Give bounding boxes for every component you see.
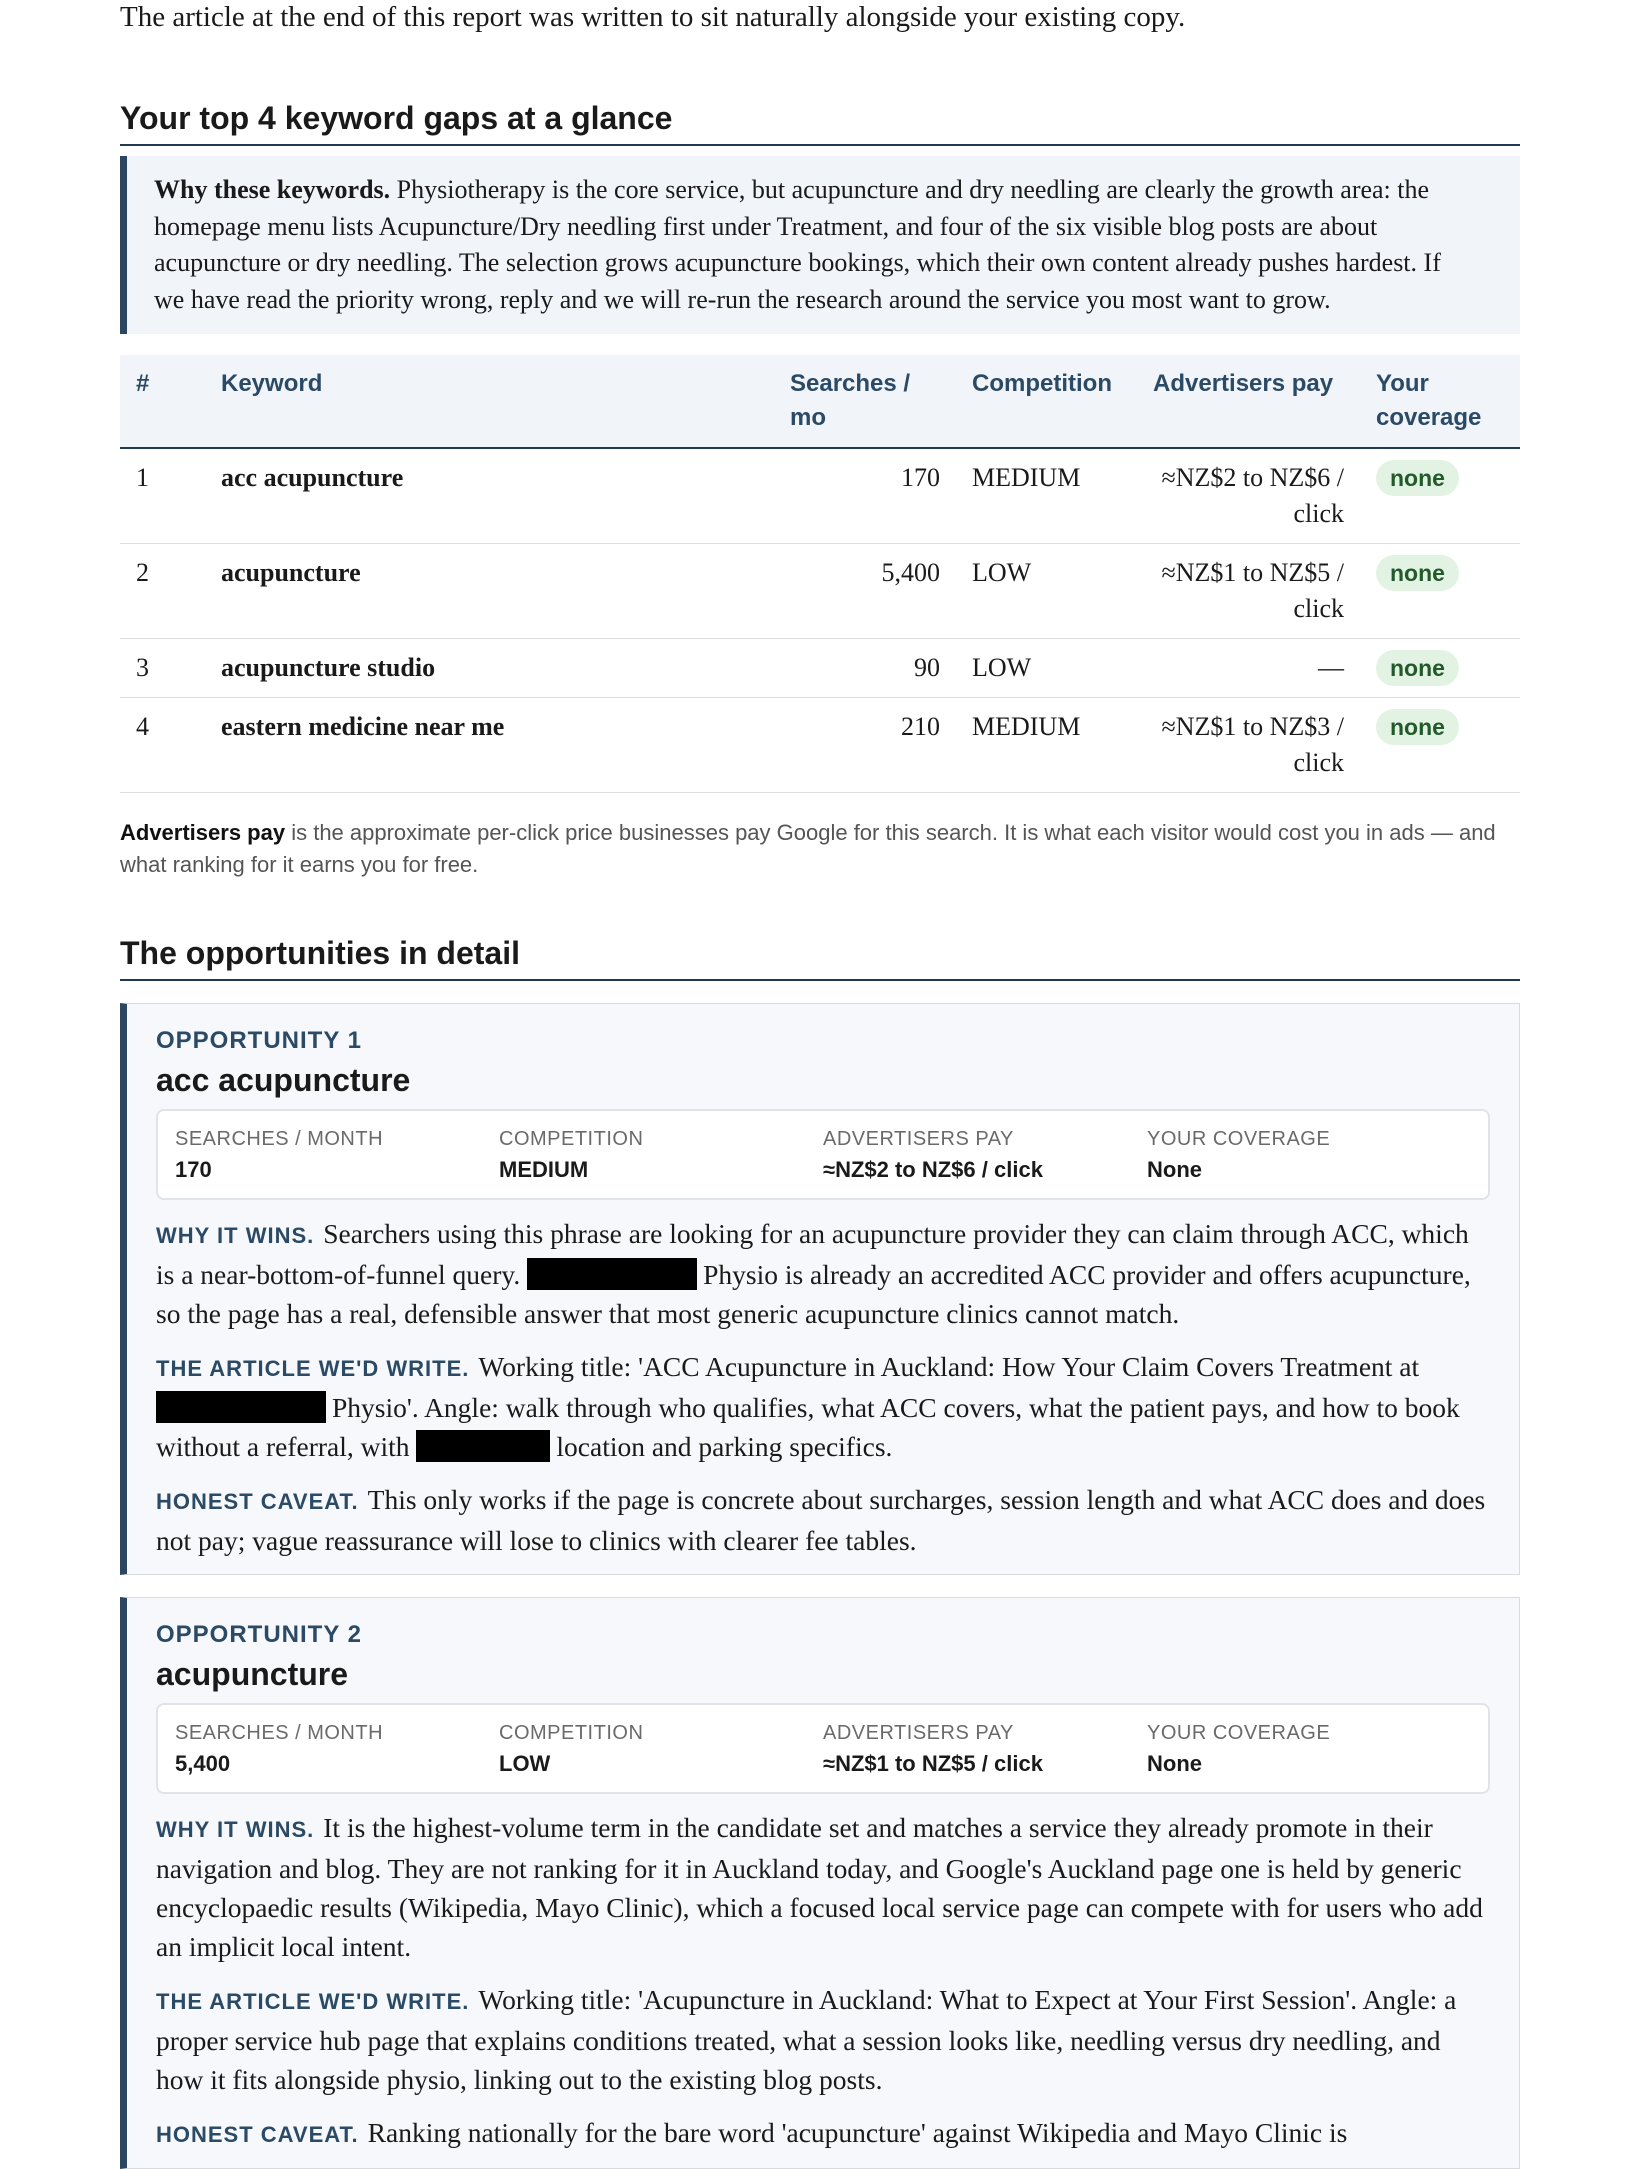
caveat-text: Ranking nationally for the bare word 'acupuncture' against Wikipedia and Mayo Clinic is [367,2117,1348,2148]
stat-competition [499,1124,823,1186]
opportunities-heading: The opportunities in detail [120,933,1520,981]
col-header-competition: Competition [956,355,1137,448]
stat-label: YOUR COVERAGE [1147,1128,1331,1150]
row-searches: 5,400 [774,544,956,639]
stat-value: None [1147,1751,1202,1776]
stat-value: None [1147,1157,1202,1182]
keyword-gaps-table [120,355,1520,793]
stat-advertisers-pay [823,1124,1147,1186]
opportunity-card [120,1597,1520,2169]
table-row [120,544,1520,639]
stat-label: YOUR COVERAGE [1147,1722,1331,1744]
opportunity-title: acc acupuncture [156,1062,411,1098]
row-searches: 90 [774,639,956,698]
coverage-badge: none [1376,709,1459,745]
stat-value: 5,400 [175,1751,231,1776]
report-page [120,0,1520,2169]
caveat-text: This only works if the page is concrete about surcharges, session length and what ACC does and does not pay; vague reassurance will lose to clinics with clearer fee tables. [156,1484,1486,1556]
keyword-gaps-heading: Your top 4 keyword gaps at a glance [120,98,1520,146]
stat-coverage [1147,1124,1471,1186]
row-keyword: eastern medicine near me [205,698,774,793]
row-competition: MEDIUM [956,698,1137,793]
opportunity-card [120,1003,1520,1575]
advertisers-pay-footnote [120,817,1520,881]
row-advertisers-pay: — [1137,639,1360,698]
stat-label: COMPETITION [499,1722,644,1744]
stat-label: ADVERTISERS PAY [823,1128,1014,1150]
row-coverage [1360,448,1520,544]
row-competition: LOW [956,639,1137,698]
stat-value: ≈NZ$2 to NZ$6 / click [823,1157,1043,1182]
stat-label: ADVERTISERS PAY [823,1722,1014,1744]
opportunity-title: acupuncture [156,1656,349,1692]
opportunity-stats [156,1109,1490,1200]
row-advertisers-pay: ≈NZ$2 to NZ$6 / click [1137,448,1360,544]
section-label: WHY IT WINS. [156,1817,315,1842]
row-keyword: acc acupuncture [205,448,774,544]
opportunity-stats [156,1703,1490,1794]
row-coverage [1360,544,1520,639]
intro-text: The article at the end of this report was written to sit naturally alongside your existing copy. [120,1,1186,33]
col-header-advertisers-pay: Advertisers pay [1137,355,1360,448]
section-label: HONEST CAVEAT. [156,2122,359,2147]
col-header-number: # [120,355,205,448]
redacted-block [527,1258,697,1290]
stat-label: COMPETITION [499,1128,644,1150]
col-header-searches: Searches / mo [774,355,956,448]
row-number: 1 [120,448,205,544]
stat-value: MEDIUM [499,1157,589,1182]
row-searches: 170 [774,448,956,544]
article-text-part-3: location and parking specifics. [556,1431,893,1462]
section-label: THE ARTICLE WE'D WRITE. [156,1356,470,1381]
honest-caveat-section [156,1480,1490,1560]
section-label: HONEST CAVEAT. [156,1489,359,1514]
why-it-wins-section [156,1808,1490,1966]
why-box-lead: Why these keywords. [154,175,391,204]
why-text-part-1: Searchers using this phrase are looking for an acupuncture provider they can claim through ACC, which is a near-bottom-of-funnel query. [156,1218,1469,1290]
why-it-wins-section [156,1214,1490,1333]
stat-searches [175,1718,499,1780]
footnote-text: is the approximate per-click price businesses pay Google for this search. It is what each visitor would cost you in ads — and what ranking for it earns you for free. [120,820,1496,877]
row-competition: MEDIUM [956,448,1137,544]
row-number: 3 [120,639,205,698]
article-text-part-1: Working title: 'ACC Acupuncture in Auckland: How Your Claim Covers Treatment at [478,1351,1420,1382]
row-number: 2 [120,544,205,639]
redacted-block [416,1430,550,1462]
opportunity-label: OPPORTUNITY 1 [156,1027,362,1054]
row-number: 4 [120,698,205,793]
why-these-keywords-box [120,156,1520,334]
row-coverage [1360,698,1520,793]
stat-value: LOW [499,1751,551,1776]
coverage-badge: none [1376,650,1459,686]
stat-value: 170 [175,1157,212,1182]
col-header-coverage: Your coverage [1360,355,1520,448]
coverage-badge: none [1376,555,1459,591]
table-row [120,639,1520,698]
stat-label: SEARCHES / MONTH [175,1722,384,1744]
article-text-part-2: Physio'. Angle: walk through who qualifies, what ACC covers, what the patient pays, and how to book without a referral, with [156,1392,1460,1462]
footnote-lead: Advertisers pay [120,820,286,845]
stat-label: SEARCHES / MONTH [175,1128,384,1150]
opportunity-label: OPPORTUNITY 2 [156,1621,362,1648]
redacted-block [156,1391,326,1423]
article-section [156,1347,1490,1466]
row-coverage [1360,639,1520,698]
row-keyword: acupuncture [205,544,774,639]
stat-value: ≈NZ$1 to NZ$5 / click [823,1751,1043,1776]
stat-competition [499,1718,823,1780]
stat-searches [175,1124,499,1186]
honest-caveat-section [156,2113,1490,2154]
section-label: WHY IT WINS. [156,1223,315,1248]
table-header-row [120,355,1520,448]
table-row [120,698,1520,793]
stat-advertisers-pay [823,1718,1147,1780]
row-keyword: acupuncture studio [205,639,774,698]
why-box-text: Physiotherapy is the core service, but acupuncture and dry needling are clearly the growth area: the homepage menu lists Acupuncture/Dry needling first under Treatment, and four of the six visible blog posts are about acupuncture or dry needling. The selection grows acupuncture bookings, which their own content already pushes hardest. If we have read the priority wrong, reply and we will re-run the research around the service you most want to grow. [154,175,1441,314]
why-text-part-2: Physio is already an accredited ACC provider and offers acupuncture, so the page has a real, defensible answer that most generic acupuncture clinics cannot match. [156,1259,1471,1329]
why-text: It is the highest-volume term in the candidate set and matches a service they already promote in their navigation and blog. They are not ranking for it in Auckland today, and Google's Auckland page one is held by generic encyclopaedic results (Wikipedia, Mayo Clinic), which a focused local service page can compete with for users who add an implicit local intent. [156,1812,1483,1962]
row-advertisers-pay: ≈NZ$1 to NZ$3 / click [1137,698,1360,793]
table-row [120,448,1520,544]
section-label: THE ARTICLE WE'D WRITE. [156,1989,470,2014]
stat-coverage [1147,1718,1471,1780]
row-advertisers-pay: ≈NZ$1 to NZ$5 / click [1137,544,1360,639]
coverage-badge: none [1376,460,1459,496]
article-section [156,1980,1490,2099]
row-searches: 210 [774,698,956,793]
article-text: Working title: 'Acupuncture in Auckland: What to Expect at Your First Session'. Angle: a proper service hub page that explains conditions treated, what a session looks like, needling versus dry needling, and how it fits alongside physio, linking out to the existing blog posts. [156,1984,1457,2095]
col-header-keyword: Keyword [205,355,774,448]
row-competition: LOW [956,544,1137,639]
